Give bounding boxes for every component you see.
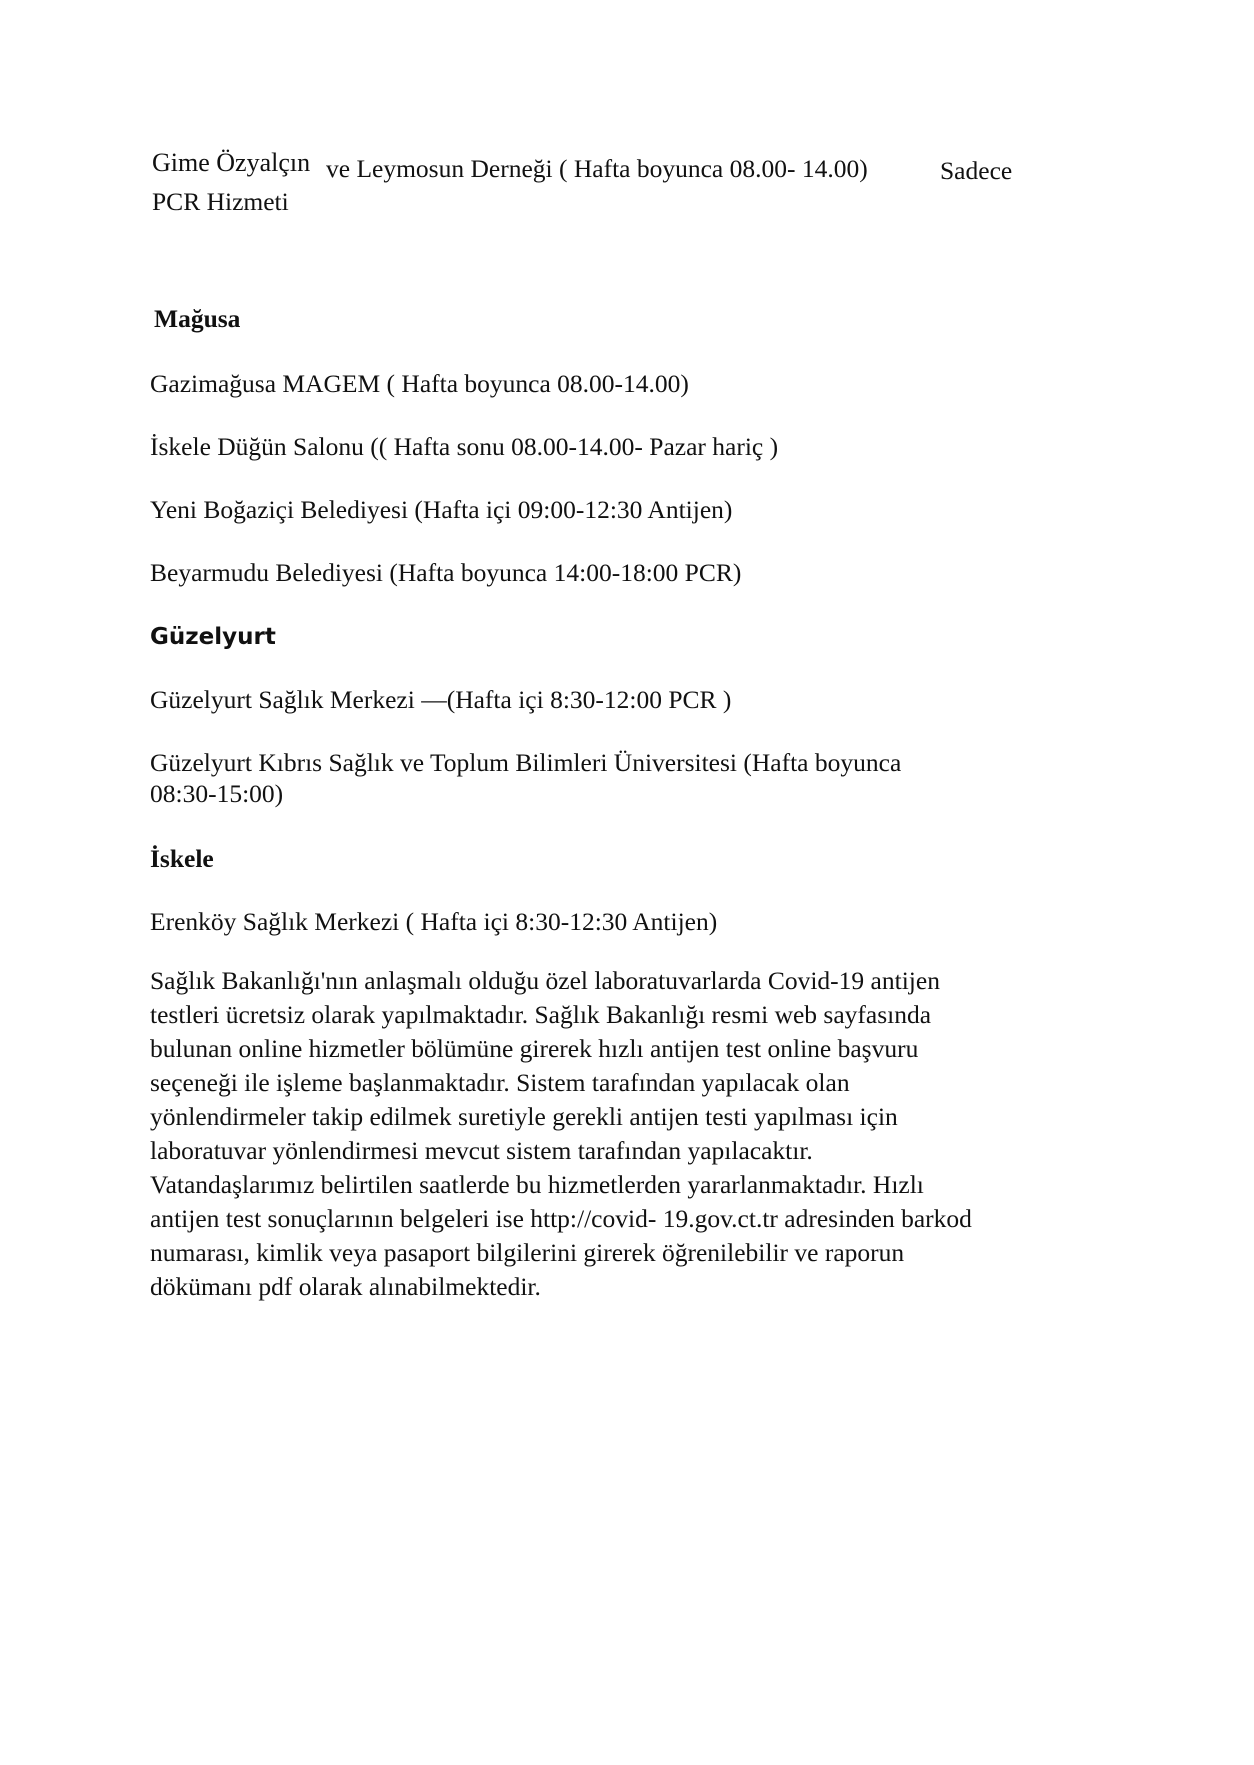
intro-part-3: Sadece xyxy=(940,156,1013,185)
magusa-item-2: İskele Düğün Salonu (( Hafta sonu 08.00-14.00- Pazar hariç ) xyxy=(150,432,779,461)
heading-guzelyurt: Güzelyurt xyxy=(150,624,276,650)
magusa-item-1: Gazimağusa MAGEM ( Hafta boyunca 08.00-14.00) xyxy=(150,369,689,398)
info-paragraph xyxy=(150,964,1085,1304)
paragraph-line: seçeneği ile işleme başlanmaktadır. Sistem tarafından yapılacak olan xyxy=(150,1068,850,1097)
paragraph-line: antijen test sonuçlarının belgeleri ise http://covid- 19.gov.ct.tr adresinden barkod xyxy=(150,1204,972,1233)
magusa-item-3: Yeni Boğaziçi Belediyesi (Hafta içi 09:00-12:30 Antijen) xyxy=(150,495,733,524)
intro-part-1: Gime Özyalçın xyxy=(152,148,311,177)
guzelyurt-item-2-line-2: 08:30-15:00) xyxy=(150,779,284,808)
heading-magusa: Mağusa xyxy=(154,304,241,333)
paragraph-line: yönlendirmeler takip edilmek suretiyle gerekli antijen testi yapılması için xyxy=(150,1102,898,1131)
iskele-item-1: Erenköy Sağlık Merkezi ( Hafta içi 8:30-12:30 Antijen) xyxy=(150,907,718,936)
paragraph-line: Vatandaşlarımız belirtilen saatlerde bu hizmetlerden yararlanmaktadır. Hızlı xyxy=(150,1170,924,1199)
paragraph-line: dökümanı pdf olarak alınabilmektedir. xyxy=(150,1272,541,1301)
paragraph-line: laboratuvar yönlendirmesi mevcut sistem tarafından yapılacaktır. xyxy=(150,1136,813,1165)
paragraph-line: numarası, kimlik veya pasaport bilgilerini girerek öğrenilebilir ve raporun xyxy=(150,1238,905,1267)
intro-part-2: ve Leymosun Derneği ( Hafta boyunca 08.00- 14.00) xyxy=(326,154,868,183)
paragraph-line: testleri ücretsiz olarak yapılmaktadır. Sağlık Bakanlığı resmi web sayfasında xyxy=(150,1000,932,1029)
paragraph-line: bulunan online hizmetler bölümüne girerek hızlı antijen test online başvuru xyxy=(150,1034,919,1063)
paragraph-line: Sağlık Bakanlığı'nın anlaşmalı olduğu özel laboratuvarlarda Covid-19 antijen xyxy=(150,966,940,995)
guzelyurt-item-2 xyxy=(150,747,1085,809)
magusa-item-4: Beyarmudu Belediyesi (Hafta boyunca 14:00-18:00 PCR) xyxy=(150,558,742,587)
heading-iskele: İskele xyxy=(150,844,214,873)
guzelyurt-item-2-line-1: Güzelyurt Kıbrıs Sağlık ve Toplum Bilimleri Üniversitesi (Hafta boyunca xyxy=(150,748,902,777)
intro-part-4: PCR Hizmeti xyxy=(152,187,289,216)
guzelyurt-item-1: Güzelyurt Sağlık Merkezi —(Hafta içi 8:30-12:00 PCR ) xyxy=(150,685,732,714)
